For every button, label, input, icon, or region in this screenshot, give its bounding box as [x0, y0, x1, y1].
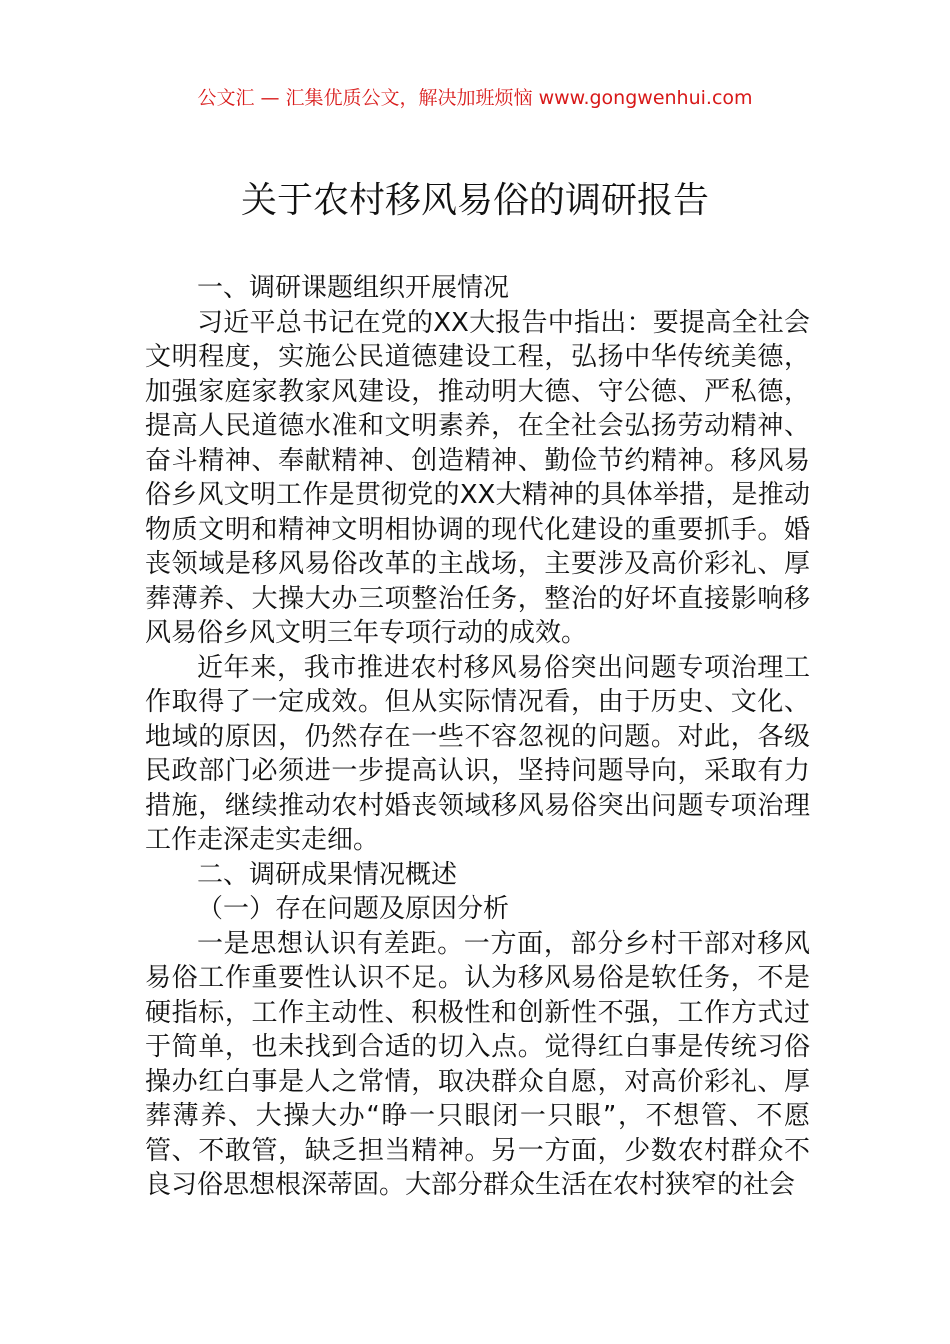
- subsection-heading-1: （一）存在问题及原因分析: [197, 894, 510, 924]
- paragraph-1: 习近平总书记在党的XX大报告中指出：要提高全社会文明程度，实施公民道德建设工程，弘扬中华传统美德，加强家庭家教家风建设，推动明大德、守公德、严私德，提高人民道德水准和文明素养，在全社会弘扬劳动精神、奋斗精神、奉献精神、创造精神、勤俭节约精神。移风易俗乡风文明工作是贯彻党的XX大精神的具体举措，是推动物质文明和精神文明相协调的现代化建设的重要抓手。婚丧领域是移风易俗改革的主战场，主要涉及高价彩礼、厚葬薄养、大操大办三项整治任务，整治的好坏直接影响移风易俗乡风文明三年专项行动的成效。: [145, 307, 810, 648]
- document-title: 关于农村移风易俗的调研报告: [240, 180, 709, 221]
- paragraph-2: 近年来，我市推进农村移风易俗突出问题专项治理工作取得了一定成效。但从实际情况看，由于历史、文化、地域的原因，仍然存在一些不容忽视的问题。对此，各级民政部门必须进一步提高认识，坚持问题导向，采取有力措施，继续推动农村婚丧领域移风易俗突出问题专项治理工作走深走实走细。: [145, 652, 810, 855]
- site-banner: 公文汇 — 汇集优质公文，解决加班烦恼 www.gongwenhui.com: [197, 87, 753, 109]
- section-heading-1: 一、调研课题组织开展情况: [197, 273, 510, 303]
- document-body: [145, 271, 810, 1203]
- section-heading-2: 二、调研成果情况概述: [197, 859, 458, 890]
- paragraph-3: 一是思想认识有差距。一方面，部分乡村干部对移风易俗工作重要性认识不足。认为移风易俗是软任务，不是硬指标，工作主动性、积极性和创新性不强，工作方式过于简单，也未找到合适的切入点。觉得红白事是传统习俗操办红白事是人之常情，取决群众自愿，对高价彩礼、厚葬薄养、大操大办“睁一只眼闭一只眼”，不想管、不愿管、不敢管，缺乏担当精神。另一方面，少数农村群众不良习俗思想根深蒂固。大部分群众生活在农村狭窄的社会: [145, 928, 810, 1200]
